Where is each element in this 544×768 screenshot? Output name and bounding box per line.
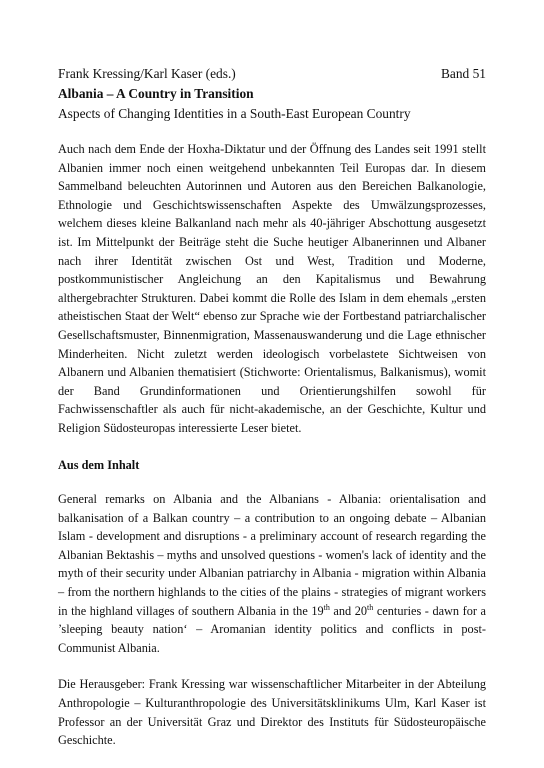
- century-19: 19: [311, 603, 324, 618]
- intro-paragraph: Auch nach dem Ende der Hoxha-Diktatur und der Öffnung des Landes seit 1991 stellt Albanien immer noch einen weitgehend unbekannten Teil Europas dar. In diesem Sammelband beleuchten Autorinnen und Autoren aus den Bereichen Balkanologie, Ethnologie und Geschichtswissenschaften Aspekte des Umwälzungsprozesses, welchem dieses kleine Balkanland nach mehr als 40-jähriger Abschottung ausgesetzt ist. Im Mittelpunkt der Beiträge steht die Suche heutiger Albanerinnen und Albaner nach ihrer Identität zwischen Ost und West, Tradition und Moderne, postkommunistischer Angleichung an den Kapitalismus und Bewahrung althergebrachter Strukturen. Dabei kommt die Rolle des Islam in dem ehemals „ersten atheistischen Staat der Welt“ ebenso zur Sprache wie der Fortbestand patriarchalischer Gesellschaftsmuster, Binnenmigration, Massenauswanderung und die Lage ethnischer Minderheiten. Nicht zuletzt werden ideologisch vorbelastete Sichtweisen von Albanern und Albanien thematisiert (Stichworte: Orientalismus, Balkanismus), womit der Band Grundinformationen und Orientierungshilfen sowohl für Fachwissenschaftler als auch für nicht-akademische, an der Geschichte, Kultur und Religion Südosteuropas interessierte Leser bietet.: [58, 142, 486, 435]
- contents-and: and: [329, 603, 355, 618]
- book-subtitle: Aspects of Changing Identities in a South-East European Country: [58, 106, 411, 121]
- contents-text-part-2: centuries - dawn for a ’sleeping beauty nation‘ – Aromanian identity politics and conflicts in post-Communist Albania.: [58, 603, 486, 655]
- contents-heading: Aus dem Inhalt: [58, 457, 140, 472]
- century-19-suffix: th: [323, 602, 330, 612]
- contents-text-part-1: General remarks on Albania and the Albanians - Albania: orientalisation and balkanisation of a Balkan country – a contribution to an ongoing debate – Albanian Islam - development and disruptions - a preliminary account of research regarding the Albanian Bektashis – myths and unsolved questions - women's lack of identity and the myth of their security under Albanian patriarchy in Albania - migration within Albania – from the northern highlands to the cities of the plains - strategies of migrant workers in the highland villages of southern Albania in the: [58, 492, 486, 618]
- century-20: 20: [354, 603, 368, 618]
- century-20-suffix: th: [367, 602, 374, 612]
- editors-line: Frank Kressing/Karl Kaser (eds.): [58, 66, 236, 81]
- contents-paragraph: [58, 490, 486, 657]
- header-line: [58, 64, 486, 84]
- book-title: Albania – A Country in Transition: [58, 86, 254, 101]
- volume-number: Band 51: [440, 66, 486, 81]
- document-page: [58, 64, 486, 750]
- editors-paragraph: Die Herausgeber: Frank Kressing war wissenschaftlicher Mitarbeiter in der Abteilung Anthropologie – Kulturanthropologie des Universitätsklinikums Ulm, Karl Kaser ist Professor an der Universität Graz und Direktor des Instituts für Südosteuropäische Geschichte.: [58, 677, 486, 748]
